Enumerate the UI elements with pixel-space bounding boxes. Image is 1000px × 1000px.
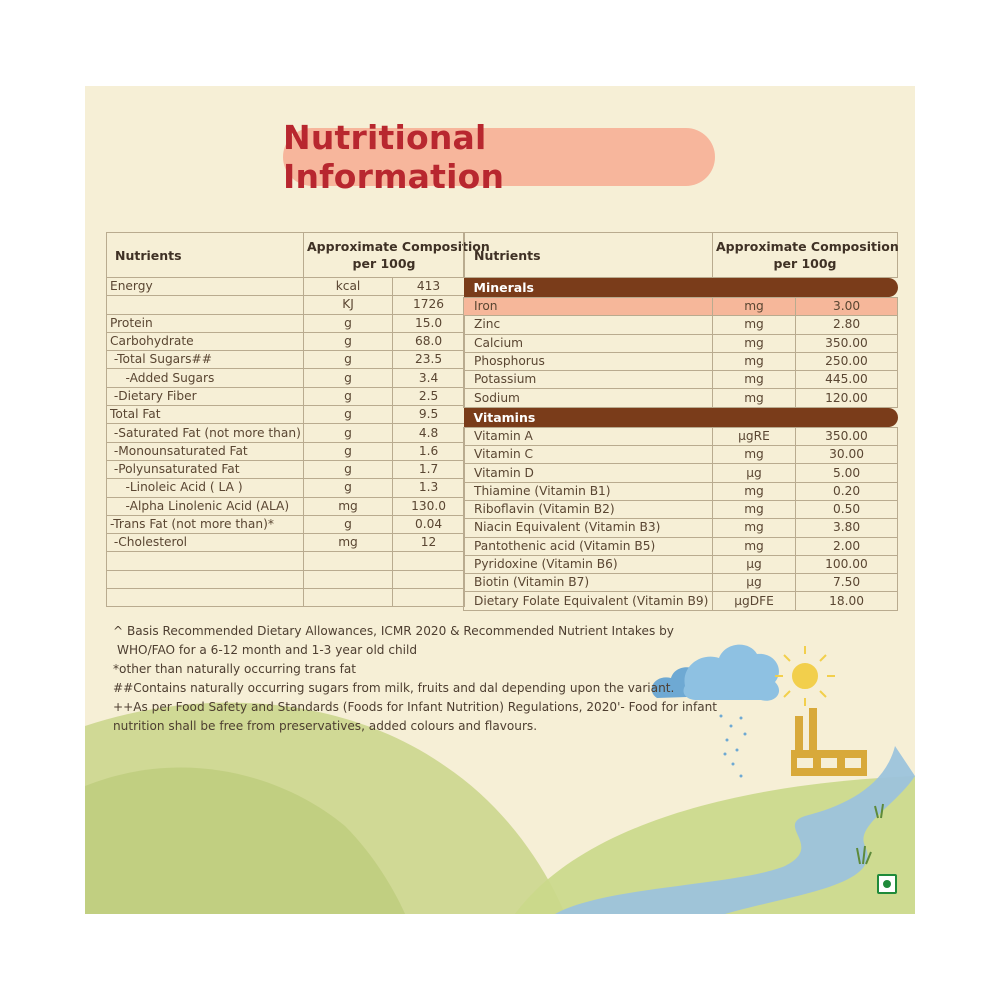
nutrient-name-cell: Biotin (Vitamin B7) xyxy=(464,574,713,592)
nutrient-name-cell: -Monounsaturated Fat xyxy=(107,442,304,460)
nutrient-name-cell: -Saturated Fat (not more than) xyxy=(107,424,304,442)
unit-cell: g xyxy=(304,424,393,442)
left-composition-line1: Approximate Composition xyxy=(307,239,490,254)
table-row xyxy=(107,314,465,332)
value-cell: 3.80 xyxy=(796,519,898,537)
value-cell xyxy=(393,570,465,588)
unit-cell: mg xyxy=(304,534,393,552)
unit-cell: g xyxy=(304,369,393,387)
unit-cell: g xyxy=(304,314,393,332)
nutrient-name-cell: -Total Sugars## xyxy=(107,351,304,369)
right-composition-line2: per 100g xyxy=(773,256,837,271)
nutrient-name-cell: Zinc xyxy=(464,316,713,334)
nutrient-name-cell: Phosphorus xyxy=(464,352,713,370)
nutrient-name-cell: Vitamin A xyxy=(464,427,713,445)
table-row xyxy=(107,497,465,515)
value-cell: 5.00 xyxy=(796,464,898,482)
nutrient-name-cell: Vitamin D xyxy=(464,464,713,482)
unit-cell: g xyxy=(304,387,393,405)
vitamins-bar-row xyxy=(464,407,898,427)
table-row xyxy=(107,442,465,460)
value-cell: 100.00 xyxy=(796,555,898,573)
table-row xyxy=(107,479,465,497)
nutrient-name-cell xyxy=(107,570,304,588)
value-cell: 1.6 xyxy=(393,442,465,460)
unit-cell: g xyxy=(304,406,393,424)
nutrient-name-cell: Calcium xyxy=(464,334,713,352)
page-title: Nutritional Information xyxy=(283,118,505,196)
unit-cell: kcal xyxy=(304,278,393,296)
value-cell: 413 xyxy=(393,278,465,296)
table-row xyxy=(464,592,898,610)
value-cell: 3.00 xyxy=(796,298,898,316)
nutrient-name-cell: Dietary Folate Equivalent (Vitamin B9) xyxy=(464,592,713,610)
nutrient-name-cell: Energy xyxy=(107,278,304,296)
value-cell xyxy=(393,552,465,570)
footnote-line: ++As per Food Safety and Standards (Foods for Infant Nutrition) Regulations, 2020'- Food for infant xyxy=(113,700,718,714)
right-nutrition-table xyxy=(463,232,898,611)
table-row xyxy=(107,406,465,424)
footnote-line: nutrition shall be free from preservatives, added colours and flavours. xyxy=(113,719,538,733)
minerals-section-bar: Minerals xyxy=(464,278,898,297)
value-cell: 7.50 xyxy=(796,574,898,592)
table-row xyxy=(464,298,898,316)
table-row xyxy=(464,482,898,500)
table-row xyxy=(107,570,465,588)
nutrient-name-cell: -Trans Fat (not more than)* xyxy=(107,515,304,533)
table-row xyxy=(464,316,898,334)
table-row xyxy=(464,389,898,407)
veg-mark-icon xyxy=(877,874,897,894)
footnote-line: WHO/FAO for a 6-12 month and 1-3 year old child xyxy=(117,643,418,657)
value-cell xyxy=(393,589,465,607)
nutrient-name-cell: -Added Sugars xyxy=(107,369,304,387)
footnotes xyxy=(113,622,718,736)
footnote-line: ^ Basis Recommended Dietary Allowances, ICMR 2020 & Recommended Nutrient Intakes by xyxy=(113,624,674,638)
value-cell: 3.4 xyxy=(393,369,465,387)
title-pill xyxy=(283,118,715,196)
value-cell: 1.3 xyxy=(393,479,465,497)
nutrition-panel xyxy=(85,86,915,914)
table-row xyxy=(464,427,898,445)
table-row xyxy=(107,351,465,369)
value-cell: 120.00 xyxy=(796,389,898,407)
value-cell: 18.00 xyxy=(796,592,898,610)
right-composition-line1: Approximate Composition xyxy=(716,239,899,254)
table-row xyxy=(107,460,465,478)
nutrient-name-cell: -Cholesterol xyxy=(107,534,304,552)
nutrient-name-cell: Pantothenic acid (Vitamin B5) xyxy=(464,537,713,555)
value-cell: 23.5 xyxy=(393,351,465,369)
table-row xyxy=(464,500,898,518)
nutrient-name-cell xyxy=(107,589,304,607)
unit-cell: µgDFE xyxy=(713,592,796,610)
left-composition-line2: per 100g xyxy=(352,256,416,271)
unit-cell: mg xyxy=(713,519,796,537)
rain-drops xyxy=(720,715,747,778)
value-cell: 130.0 xyxy=(393,497,465,515)
table-row xyxy=(464,464,898,482)
value-cell: 0.50 xyxy=(796,500,898,518)
table-row xyxy=(107,296,465,314)
value-cell: 2.80 xyxy=(796,316,898,334)
nutrient-name-cell: Protein xyxy=(107,314,304,332)
footnote-line: *other than naturally occurring trans fat xyxy=(113,662,357,676)
table-row xyxy=(464,352,898,370)
table-row xyxy=(464,446,898,464)
table-row xyxy=(107,589,465,607)
table-row xyxy=(464,519,898,537)
unit-cell: g xyxy=(304,460,393,478)
value-cell: 4.8 xyxy=(393,424,465,442)
value-cell: 1726 xyxy=(393,296,465,314)
value-cell: 2.5 xyxy=(393,387,465,405)
value-cell: 350.00 xyxy=(796,427,898,445)
table-row xyxy=(107,552,465,570)
nutrient-name-cell: Iron xyxy=(464,298,713,316)
unit-cell xyxy=(304,552,393,570)
nutrient-name-cell: Sodium xyxy=(464,389,713,407)
nutrient-name-cell: Total Fat xyxy=(107,406,304,424)
unit-cell: mg xyxy=(304,497,393,515)
nutrient-name-cell: -Polyunsaturated Fat xyxy=(107,460,304,478)
unit-cell xyxy=(304,589,393,607)
nutrient-name-cell: -Linoleic Acid ( LA ) xyxy=(107,479,304,497)
unit-cell: g xyxy=(304,479,393,497)
unit-cell: mg xyxy=(713,537,796,555)
unit-cell: g xyxy=(304,442,393,460)
unit-cell: mg xyxy=(713,371,796,389)
unit-cell: mg xyxy=(713,334,796,352)
unit-cell: µg xyxy=(713,464,796,482)
table-row xyxy=(107,387,465,405)
unit-cell: µgRE xyxy=(713,427,796,445)
value-cell: 0.04 xyxy=(393,515,465,533)
nutrient-name-cell: -Alpha Linolenic Acid (ALA) xyxy=(107,497,304,515)
left-composition-header xyxy=(304,233,490,278)
unit-cell xyxy=(304,570,393,588)
footnote-line: ##Contains naturally occurring sugars from milk, fruits and dal depending upon the variant. xyxy=(113,681,675,695)
right-nutrients-header: Nutrients xyxy=(464,233,713,278)
unit-cell: mg xyxy=(713,298,796,316)
nutrient-name-cell: Riboflavin (Vitamin B2) xyxy=(464,500,713,518)
unit-cell: g xyxy=(304,351,393,369)
sun-icon xyxy=(775,646,835,706)
unit-cell: mg xyxy=(713,482,796,500)
nutrient-name-cell: Carbohydrate xyxy=(107,332,304,350)
table-row xyxy=(107,534,465,552)
nutrient-name-cell: Thiamine (Vitamin B1) xyxy=(464,482,713,500)
value-cell: 9.5 xyxy=(393,406,465,424)
value-cell: 350.00 xyxy=(796,334,898,352)
nutrient-name-cell: Pyridoxine (Vitamin B6) xyxy=(464,555,713,573)
minerals-bar-row xyxy=(464,278,898,298)
table-row xyxy=(464,555,898,573)
value-cell: 30.00 xyxy=(796,446,898,464)
table-row xyxy=(464,371,898,389)
unit-cell: mg xyxy=(713,446,796,464)
nutrient-name-cell: Niacin Equivalent (Vitamin B3) xyxy=(464,519,713,537)
right-composition-header xyxy=(713,233,898,278)
unit-cell: g xyxy=(304,515,393,533)
unit-cell: µg xyxy=(713,555,796,573)
unit-cell: µg xyxy=(713,574,796,592)
table-row xyxy=(464,574,898,592)
nutrient-name-cell xyxy=(107,296,304,314)
left-nutrients-header: Nutrients xyxy=(107,233,304,278)
value-cell: 68.0 xyxy=(393,332,465,350)
unit-cell: g xyxy=(304,332,393,350)
left-header-row xyxy=(107,233,465,278)
unit-cell: mg xyxy=(713,352,796,370)
table-row xyxy=(464,537,898,555)
factory-icon xyxy=(791,708,867,776)
unit-cell: KJ xyxy=(304,296,393,314)
value-cell: 15.0 xyxy=(393,314,465,332)
unit-cell: mg xyxy=(713,500,796,518)
nutrient-name-cell: Vitamin C xyxy=(464,446,713,464)
value-cell: 2.00 xyxy=(796,537,898,555)
unit-cell: mg xyxy=(713,316,796,334)
value-cell: 1.7 xyxy=(393,460,465,478)
vitamins-section-bar: Vitamins xyxy=(464,408,898,427)
table-row xyxy=(107,278,465,296)
table-row xyxy=(107,332,465,350)
nutrient-name-cell: Potassium xyxy=(464,371,713,389)
value-cell: 12 xyxy=(393,534,465,552)
right-header-row xyxy=(464,233,898,278)
table-row xyxy=(107,369,465,387)
nutrient-name-cell xyxy=(107,552,304,570)
value-cell: 250.00 xyxy=(796,352,898,370)
value-cell: 0.20 xyxy=(796,482,898,500)
table-row xyxy=(464,334,898,352)
table-row xyxy=(107,424,465,442)
unit-cell: mg xyxy=(713,389,796,407)
table-row xyxy=(107,515,465,533)
nutrient-name-cell: -Dietary Fiber xyxy=(107,387,304,405)
value-cell: 445.00 xyxy=(796,371,898,389)
